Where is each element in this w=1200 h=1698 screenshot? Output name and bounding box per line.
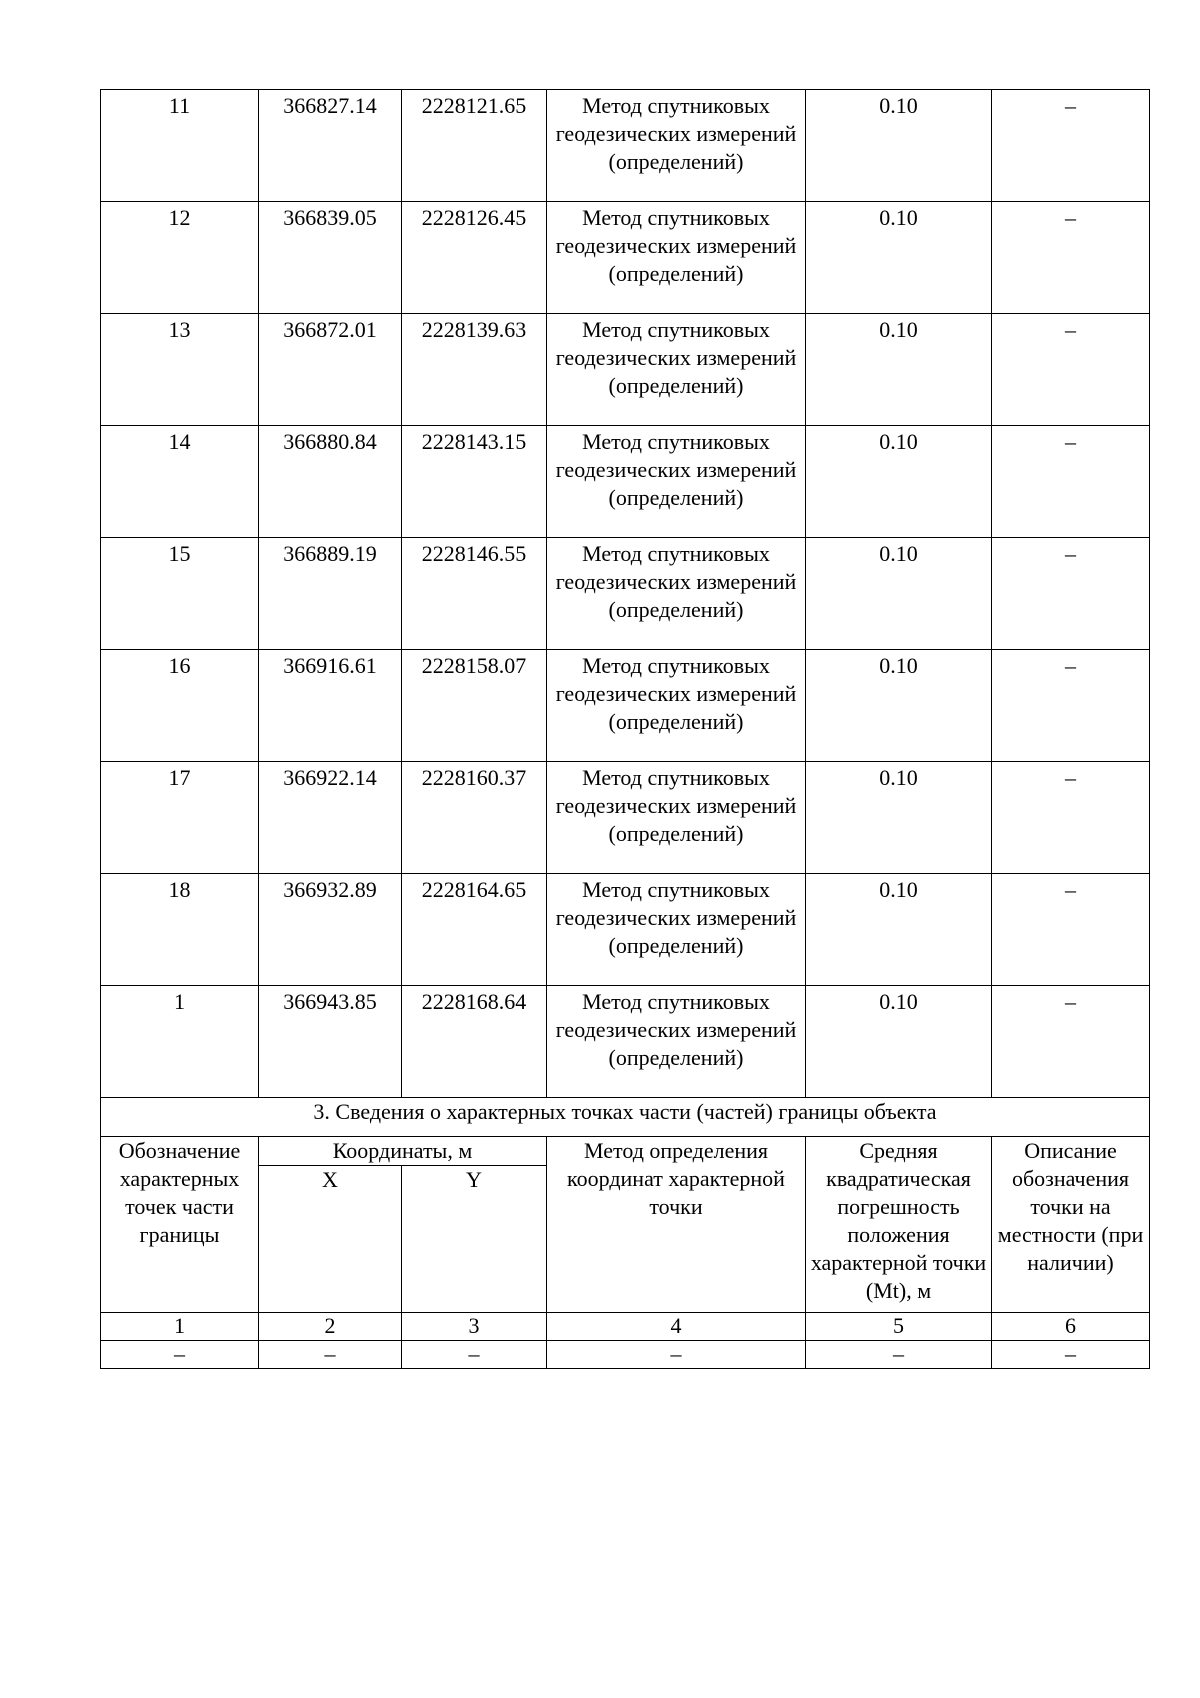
empty-cell: – [101, 1341, 259, 1369]
column-number: 3 [402, 1313, 547, 1341]
method-cell: Метод спутниковых геодезических измерений (определений) [547, 202, 806, 314]
y-coordinate-cell: 2228126.45 [402, 202, 547, 314]
point-number-cell: 15 [101, 538, 259, 650]
header-method: Метод определения координат характерной точки [547, 1137, 806, 1313]
y-coordinate-cell: 2228160.37 [402, 762, 547, 874]
header-y: Y [402, 1166, 547, 1313]
x-coordinate-cell: 366922.14 [259, 762, 402, 874]
description-cell: – [992, 874, 1150, 986]
x-coordinate-cell: 366827.14 [259, 90, 402, 202]
section-3-title: 3. Сведения о характерных точках части (частей) границы объекта [101, 1098, 1150, 1137]
empty-cell: – [547, 1341, 806, 1369]
method-cell: Метод спутниковых геодезических измерений (определений) [547, 426, 806, 538]
y-coordinate-cell: 2228146.55 [402, 538, 547, 650]
y-coordinate-cell: 2228143.15 [402, 426, 547, 538]
accuracy-cell: 0.10 [806, 650, 992, 762]
y-coordinate-cell: 2228121.65 [402, 90, 547, 202]
description-cell: – [992, 426, 1150, 538]
header-accuracy-text: Средняя квадратическая погрешность положения характерной точки (Mt), м [810, 1138, 987, 1303]
accuracy-cell: 0.10 [806, 202, 992, 314]
description-cell: – [992, 90, 1150, 202]
method-cell: Метод спутниковых геодезических измерений (определений) [547, 90, 806, 202]
description-cell: – [992, 762, 1150, 874]
empty-cell: – [402, 1341, 547, 1369]
description-cell: – [992, 986, 1150, 1098]
empty-data-row [101, 1341, 1150, 1369]
header-x: X [259, 1166, 402, 1313]
document-page [100, 89, 1149, 1369]
column-number-row [101, 1313, 1150, 1341]
y-coordinate-cell: 2228168.64 [402, 986, 547, 1098]
table-row [101, 202, 1150, 314]
column-number: 5 [806, 1313, 992, 1341]
table-row [101, 426, 1150, 538]
accuracy-cell: 0.10 [806, 90, 992, 202]
section-3 [101, 1098, 1150, 1369]
method-cell: Метод спутниковых геодезических измерений (определений) [547, 538, 806, 650]
point-number-cell: 16 [101, 650, 259, 762]
table-row [101, 762, 1150, 874]
point-number-cell: 13 [101, 314, 259, 426]
point-number-cell: 12 [101, 202, 259, 314]
coordinates-table [100, 89, 1150, 1369]
x-coordinate-cell: 366916.61 [259, 650, 402, 762]
y-coordinate-cell: 2228164.65 [402, 874, 547, 986]
accuracy-cell: 0.10 [806, 874, 992, 986]
header-accuracy [806, 1137, 992, 1313]
accuracy-cell: 0.10 [806, 426, 992, 538]
table-row [101, 314, 1150, 426]
table-row [101, 986, 1150, 1098]
description-cell: – [992, 314, 1150, 426]
method-cell: Метод спутниковых геодезических измерений (определений) [547, 986, 806, 1098]
empty-cell: – [259, 1341, 402, 1369]
point-number-cell: 1 [101, 986, 259, 1098]
empty-cell: – [806, 1341, 992, 1369]
point-number-cell: 18 [101, 874, 259, 986]
header-description: Описание обозначения точки на местности (при наличии) [992, 1137, 1150, 1313]
description-cell: – [992, 650, 1150, 762]
method-cell: Метод спутниковых геодезических измерений (определений) [547, 650, 806, 762]
accuracy-cell: 0.10 [806, 314, 992, 426]
column-number: 1 [101, 1313, 259, 1341]
y-coordinate-cell: 2228139.63 [402, 314, 547, 426]
point-number-cell: 11 [101, 90, 259, 202]
x-coordinate-cell: 366872.01 [259, 314, 402, 426]
header-point-designation: Обозначение характерных точек части границы [101, 1137, 259, 1313]
column-number: 6 [992, 1313, 1150, 1341]
point-number-cell: 17 [101, 762, 259, 874]
accuracy-cell: 0.10 [806, 538, 992, 650]
column-number: 2 [259, 1313, 402, 1341]
table-row [101, 538, 1150, 650]
table-row [101, 650, 1150, 762]
x-coordinate-cell: 366889.19 [259, 538, 402, 650]
description-cell: – [992, 538, 1150, 650]
column-number: 4 [547, 1313, 806, 1341]
method-cell: Метод спутниковых геодезических измерений (определений) [547, 762, 806, 874]
x-coordinate-cell: 366880.84 [259, 426, 402, 538]
x-coordinate-cell: 366932.89 [259, 874, 402, 986]
description-cell: – [992, 202, 1150, 314]
table-row [101, 90, 1150, 202]
y-coordinate-cell: 2228158.07 [402, 650, 547, 762]
empty-cell: – [992, 1341, 1150, 1369]
header-coordinates: Координаты, м [259, 1137, 547, 1166]
points-table-body [101, 90, 1150, 1098]
point-number-cell: 14 [101, 426, 259, 538]
method-cell: Метод спутниковых геодезических измерений (определений) [547, 314, 806, 426]
x-coordinate-cell: 366839.05 [259, 202, 402, 314]
accuracy-cell: 0.10 [806, 986, 992, 1098]
method-cell: Метод спутниковых геодезических измерений (определений) [547, 874, 806, 986]
table-row [101, 874, 1150, 986]
x-coordinate-cell: 366943.85 [259, 986, 402, 1098]
accuracy-cell: 0.10 [806, 762, 992, 874]
